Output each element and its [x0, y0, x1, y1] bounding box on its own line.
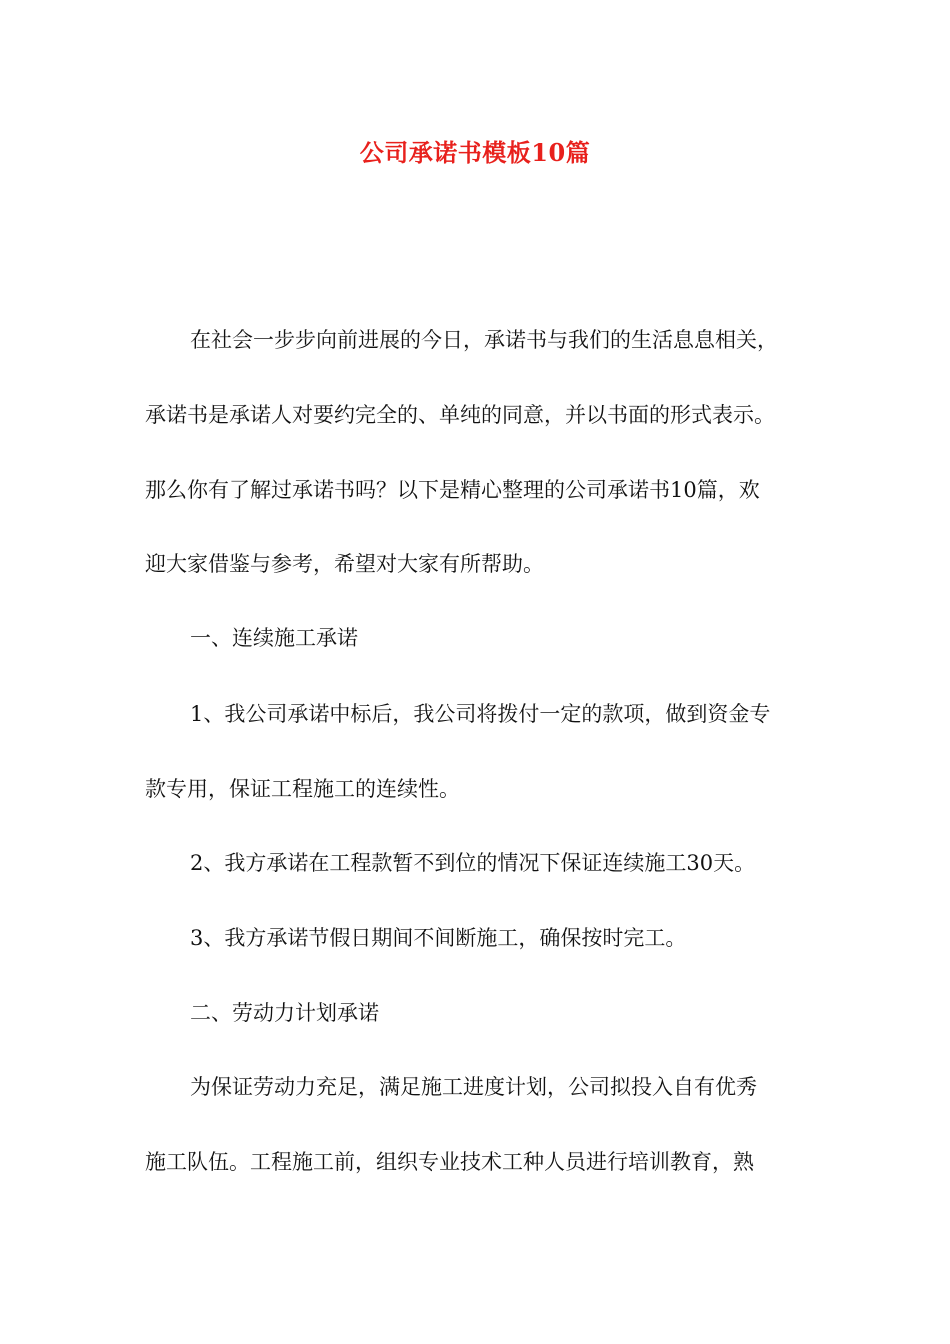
- paragraph-line: 那么你有了解过承诺书吗？以下是精心整理的公司承诺书10篇，欢: [145, 478, 760, 502]
- document-title: 公司承诺书模板10篇: [359, 138, 591, 167]
- paragraph-line: 施工队伍。工程施工前，组织专业技术工种人员进行培训教育，熟: [145, 1150, 754, 1174]
- paragraph-line: 1、我公司承诺中标后，我公司将拨付一定的款项，做到资金专: [190, 702, 771, 726]
- paragraph-line: 迎大家借鉴与参考，希望对大家有所帮助。: [145, 552, 544, 576]
- paragraph-line: 为保证劳动力充足，满足施工进度计划，公司拟投入自有优秀: [190, 1075, 757, 1099]
- paragraph-line: 2、我方承诺在工程款暂不到位的情况下保证连续施工30天。: [190, 851, 756, 875]
- paragraph-line: 款专用，保证工程施工的连续性。: [145, 777, 460, 801]
- paragraph-line: 3、我方承诺节假日期间不间断施工，确保按时完工。: [190, 926, 687, 950]
- section-heading: 二、劳动力计划承诺: [190, 1001, 379, 1025]
- paragraph-line: 在社会一步步向前进展的今日，承诺书与我们的生活息息相关，: [190, 328, 778, 352]
- section-heading: 一、连续施工承诺: [190, 626, 358, 650]
- paragraph-line: 承诺书是承诺人对要约完全的、单纯的同意，并以书面的形式表示。: [145, 403, 775, 427]
